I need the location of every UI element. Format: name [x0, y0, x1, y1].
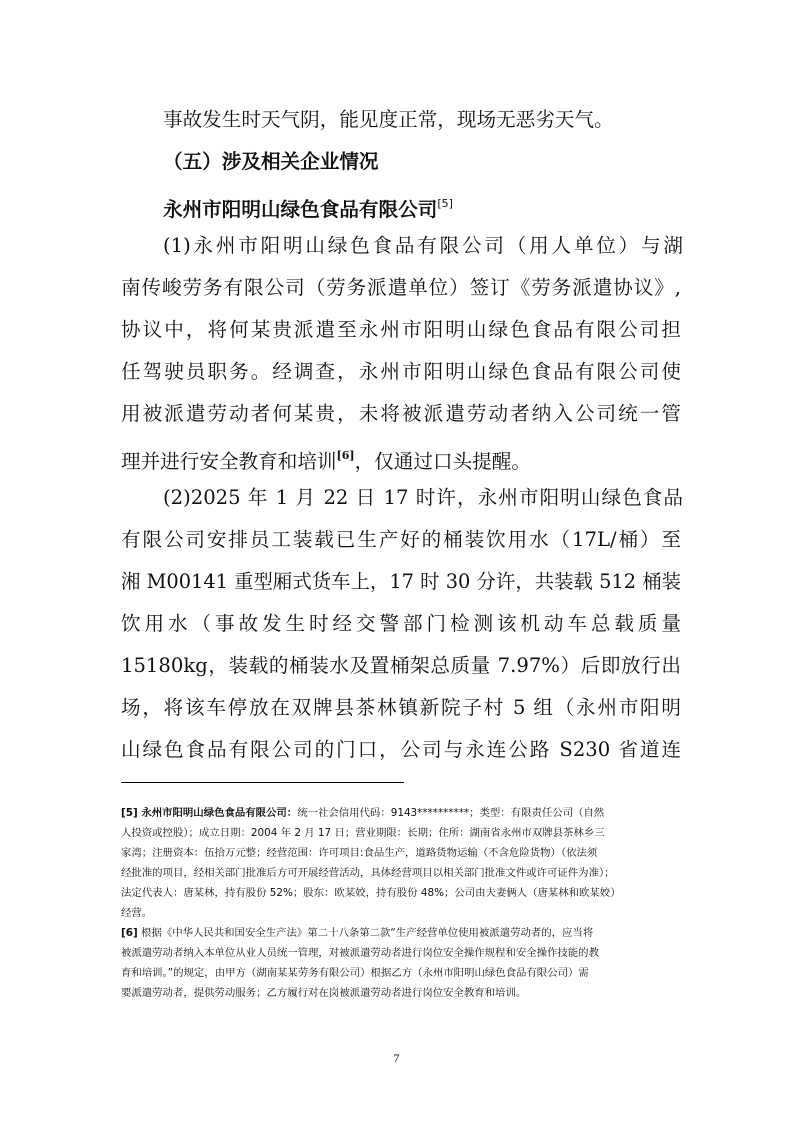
paragraph-line: 事故发生时天气阴，能见度正常，现场无恶劣天气。: [163, 108, 614, 131]
section-heading: （五）涉及相关企业情况: [163, 150, 379, 173]
footnote-ref-6[interactable]: [6]: [336, 449, 355, 462]
footnote-line: 人投资或控股）；成立日期：2004 年 2 月 17 日；营业期限：长期；住所：湖南省永州市双牌县茶林乡三: [121, 827, 605, 839]
footnote-separator: [121, 782, 404, 783]
company-heading: [163, 192, 723, 222]
footnote-line: 法定代表人：唐某林，持有股份 52%；股东：欧某姣，持有股份 48%；公司由夫妻俩人（唐某林和欧某姣）: [121, 887, 621, 899]
footnote-5: [121, 806, 681, 820]
footnote-label: [6]: [121, 927, 138, 939]
paragraph-line: 协议中，将何某贵派遣至永州市阳明山绿色食品有限公司担: [121, 318, 681, 341]
footnote-ref-5[interactable]: [5]: [437, 197, 453, 210]
paragraph-line: (1)永州市阳明山绿色食品有限公司（用人单位）与湖: [163, 234, 683, 257]
footnote-line: 家湾；注册资本：伍拾万元整；经营范围：许可项目:食品生产，道路货物运输（不含危险货物）（依法须: [121, 847, 598, 859]
footnote-line: 要派遣劳动者，提供劳动服务；乙方履行对在岗被派遣劳动者进行岗位安全教育和培训。: [121, 987, 527, 999]
paragraph-text: 理并进行安全教育和培训: [121, 450, 337, 473]
paragraph-text: ，仅通过口头提醒。: [354, 450, 531, 473]
paragraph-line: 湘 M00141 重型厢式货车上，17 时 30 分许，共装载 512 桶装: [121, 570, 681, 593]
company-name: 永州市阳明山绿色食品有限公司: [163, 198, 438, 221]
footnote-line: 经营。: [121, 907, 153, 919]
paragraph-line: 山绿色食品有限公司的门口，公司与永连公路 S230 省道连: [121, 738, 681, 761]
page-number: 7: [393, 1051, 400, 1065]
footnote-line: 经批准的项目，经相关部门批准后方可开展经营活动，具体经营项目以相关部门批准文件或许可证件为准）；: [121, 867, 615, 879]
paragraph-line: 用被派遣劳动者何某贵，未将被派遣劳动者纳入公司统一管: [121, 402, 681, 425]
footnote-text: 根据《中华人民共和国安全生产法》第二十八条第二款“生产经营单位使用被派遣劳动者的，应当将: [137, 927, 594, 939]
footnote-line: 育和培训。”的规定，由甲方（湖南某某劳务有限公司）根据乙方（永州市阳明山绿色食品有限公司）需: [121, 967, 589, 979]
paragraph-line: 南传峻劳务有限公司（劳务派遣单位）签订《劳务派遣协议》,: [121, 276, 681, 299]
paragraph-line: 场，将该车停放在双牌县茶林镇新院子村 5 组（永州市阳明: [121, 696, 681, 719]
footnote-line: 被派遣劳动者纳入本单位从业人员统一管理，对被派遣劳动者进行岗位安全操作规程和安全操作技能的教: [121, 947, 599, 959]
paragraph-line: 15180kg，装载的桶装水及置桶架总质量 7.97%）后即放行出: [121, 654, 681, 677]
paragraph-line: [121, 444, 681, 474]
paragraph-line: 有限公司安排员工装载已生产好的桶装饮用水（17L/桶）至: [121, 528, 681, 551]
footnote-6: [121, 926, 681, 940]
paragraph-line: (2)2025 年 1 月 22 日 17 时许，永州市阳明山绿色食品: [163, 486, 683, 509]
footnote-label: [5] 永州市阳明山绿色食品有限公司：: [121, 807, 298, 819]
paragraph-line: 饮用水（事故发生时经交警部门检测该机动车总载质量: [121, 612, 681, 635]
paragraph-line: 任驾驶员职务。经调查，永州市阳明山绿色食品有限公司使: [121, 360, 681, 383]
footnote-text: 统一社会信用代码：9143**********；类型：有限责任公司（自然: [297, 807, 605, 819]
